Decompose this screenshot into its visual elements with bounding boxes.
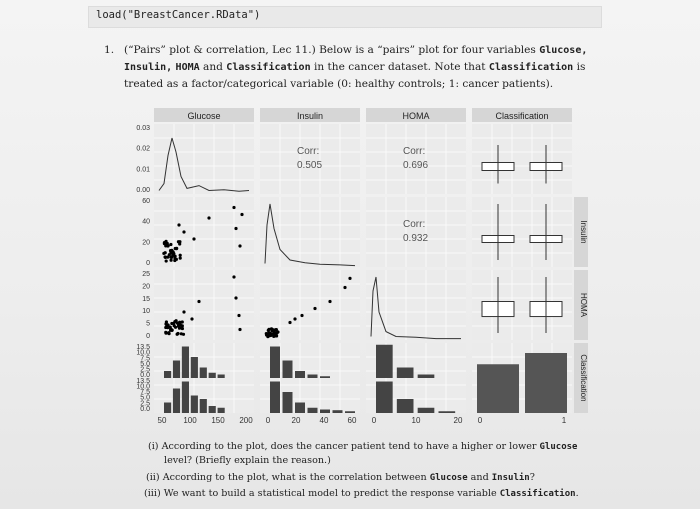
hist-glucose-bar xyxy=(182,347,189,379)
scatter-insulin-homa xyxy=(293,317,296,320)
panel-insulin-homa xyxy=(366,197,466,267)
subquestion-label: (i) xyxy=(148,441,159,452)
scatter-glucose-insulin xyxy=(177,223,180,226)
scatter-insulin-homa xyxy=(328,300,331,303)
ytick-insulin: 20 xyxy=(142,239,150,247)
strip-side-classification: Classification xyxy=(579,354,588,402)
xtick-homa: 0 xyxy=(371,416,377,425)
ytick-homa: 10 xyxy=(142,308,150,316)
scatter-glucose-homa xyxy=(232,275,235,278)
scatter-glucose-insulin xyxy=(166,244,169,247)
hist-glucose-bar xyxy=(164,371,171,378)
ytick-insulin: 40 xyxy=(142,218,150,226)
scatter-glucose-insulin xyxy=(179,254,182,257)
scatter-glucose-insulin xyxy=(234,227,237,230)
strip-header-insulin: Insulin xyxy=(296,111,324,121)
xtick-glucose: 150 xyxy=(211,416,225,425)
xtick-insulin: 40 xyxy=(319,416,329,425)
ytick-glucose: 0.00 xyxy=(136,187,150,194)
xtick-insulin: 60 xyxy=(347,416,357,425)
ytick-classification: 2.5 xyxy=(140,366,150,374)
scatter-glucose-insulin xyxy=(175,258,178,261)
scatter-glucose-insulin xyxy=(182,230,185,233)
corr-value: 0.932 xyxy=(403,233,429,244)
subquestion-i xyxy=(148,440,598,467)
ytick-homa: 20 xyxy=(142,283,150,291)
panel-insulin-classification xyxy=(472,197,572,267)
variable-classification: Classification xyxy=(226,62,311,73)
panel-bg xyxy=(366,197,466,267)
hist-insulin-bar xyxy=(283,361,293,379)
hist-insulin-bar xyxy=(320,376,330,378)
ytick-classification: 5.0 xyxy=(140,394,150,402)
hist-insulin-bar xyxy=(308,408,318,413)
panel-bg xyxy=(260,124,360,194)
xtick-homa: 10 xyxy=(411,416,421,425)
question-line-2 xyxy=(124,59,614,76)
ytick-classification: 7.5 xyxy=(140,355,150,363)
scatter-glucose-homa xyxy=(176,333,179,336)
xtick-classification: 0 xyxy=(477,416,483,425)
hist-glucose-bar xyxy=(191,357,198,378)
subquestion-label: (ii) xyxy=(146,472,160,483)
subquestion-label: (iii) xyxy=(144,488,161,499)
question-line-1 xyxy=(124,42,614,59)
scatter-glucose-insulin xyxy=(170,259,173,262)
panel-bg xyxy=(154,124,254,194)
ytick-classification: 2.5 xyxy=(140,400,150,408)
hist-insulin-bar xyxy=(308,375,318,379)
hist-insulin-bar xyxy=(295,403,305,414)
scatter-glucose-insulin xyxy=(170,251,173,254)
hist-insulin-bar xyxy=(283,392,293,413)
corr-value: 0.505 xyxy=(297,160,323,171)
ytick-glucose: 0.03 xyxy=(136,125,150,132)
scatter-glucose-homa xyxy=(165,323,168,326)
ytick-homa: 15 xyxy=(142,295,150,303)
hist-glucose-bar xyxy=(200,368,207,379)
question-text-segment: (“Pairs” plot & correlation, Lec 11.) Below is a “pairs” plot for four variables xyxy=(124,44,540,56)
ytick-homa: 25 xyxy=(142,271,150,278)
hist-insulin-bar xyxy=(270,382,280,414)
hist-homa-bar xyxy=(397,368,414,379)
strip-header-classification: Classification xyxy=(495,111,549,121)
variable-glucose: Glucose, xyxy=(539,45,588,56)
question-text-segment: and xyxy=(199,61,227,73)
scatter-glucose-homa xyxy=(238,328,241,331)
corr-label: Corr: xyxy=(403,146,426,157)
scatter-glucose-insulin xyxy=(232,206,235,209)
scatter-glucose-insulin xyxy=(179,257,182,260)
panel-bg xyxy=(366,124,466,194)
scatter-glucose-insulin xyxy=(178,242,181,245)
hist-glucose-bar xyxy=(173,361,180,379)
scatter-insulin-homa xyxy=(275,334,278,337)
hist-glucose-bar xyxy=(218,375,225,379)
question-number: 1. xyxy=(104,44,115,56)
scatter-glucose-insulin xyxy=(163,241,166,244)
subquestion-iii xyxy=(144,487,604,501)
scatter-glucose-homa xyxy=(234,296,237,299)
scatter-glucose-insulin xyxy=(207,216,210,219)
subquestion-text: and xyxy=(467,472,492,483)
scatter-glucose-homa xyxy=(180,326,183,329)
scatter-insulin-homa xyxy=(267,331,270,334)
subquestion-text: . xyxy=(575,488,579,499)
corr-label: Corr: xyxy=(297,146,320,157)
scatter-glucose-homa xyxy=(190,317,193,320)
subquestion-text: ? xyxy=(529,472,535,483)
scatter-glucose-homa xyxy=(181,320,184,323)
variable-classification: Classification xyxy=(488,62,574,73)
hist-homa-bar xyxy=(439,411,456,413)
panel-homa-homa xyxy=(366,270,466,340)
hist-insulin-bar xyxy=(345,411,355,413)
ytick-classification: 0.0 xyxy=(140,406,150,413)
scatter-insulin-homa xyxy=(272,335,275,338)
scatter-glucose-insulin xyxy=(162,252,165,255)
panel-bg xyxy=(472,124,572,194)
panel-bg xyxy=(366,270,466,340)
hist-insulin-bar xyxy=(333,410,343,413)
xtick-insulin: 20 xyxy=(291,416,301,425)
hist-insulin-bar xyxy=(295,371,305,378)
scatter-glucose-insulin xyxy=(175,247,178,250)
hist-glucose-bar xyxy=(173,389,180,414)
ytick-glucose: 0.01 xyxy=(136,166,150,174)
scatter-insulin-homa xyxy=(270,332,273,335)
hist-glucose-bar xyxy=(164,403,171,414)
hist-homa-bar xyxy=(418,408,435,413)
scatter-glucose-homa xyxy=(177,323,180,326)
variable-insulin: Insulin xyxy=(491,473,530,483)
scatter-glucose-insulin xyxy=(192,237,195,240)
scatter-glucose-homa xyxy=(237,314,240,317)
ytick-classification: 13.5 xyxy=(136,377,150,385)
panel-glucose-glucose xyxy=(154,124,254,194)
scatter-insulin-homa xyxy=(288,321,291,324)
hist-insulin-bar xyxy=(270,347,280,379)
xtick-classification: 1 xyxy=(561,416,567,425)
hist-glucose-bar xyxy=(200,399,207,413)
scatter-glucose-insulin xyxy=(170,256,173,259)
scatter-glucose-insulin xyxy=(240,213,243,216)
ytick-classification: 13.5 xyxy=(136,344,150,351)
variable-glucose: Glucose xyxy=(539,442,578,452)
scatter-glucose-homa xyxy=(174,326,177,329)
class-bar-1 xyxy=(525,353,567,413)
scatter-glucose-insulin xyxy=(165,259,168,262)
strip-header-glucose: Glucose xyxy=(187,111,221,121)
class-bar-0 xyxy=(477,364,519,413)
pairs-plot xyxy=(118,108,588,434)
hist-glucose-bar xyxy=(191,396,198,414)
subquestion-text: We want to build a statistical model to predict the response variable xyxy=(163,488,500,499)
variable-classification: Classification xyxy=(499,489,576,499)
scatter-glucose-insulin xyxy=(238,244,241,247)
scatter-glucose-homa xyxy=(167,331,170,334)
hist-insulin-bar xyxy=(320,410,330,414)
xtick-glucose: 200 xyxy=(239,416,253,425)
scatter-glucose-insulin xyxy=(169,243,172,246)
ytick-homa: 0 xyxy=(146,333,150,340)
scatter-glucose-homa xyxy=(172,322,175,325)
question-text xyxy=(124,42,614,93)
scatter-insulin-homa xyxy=(275,331,278,334)
panel-glucose-homa xyxy=(366,124,466,194)
scatter-glucose-homa xyxy=(180,332,183,335)
hist-homa-bar xyxy=(376,345,393,378)
scatter-insulin-homa xyxy=(267,328,270,331)
variable-insulin: Insulin, xyxy=(124,62,173,73)
subquestion-text: According to the plot, what is the correlation between xyxy=(162,472,430,483)
subquestion-ii xyxy=(146,471,596,485)
ytick-classification: 10.0 xyxy=(136,349,150,357)
scatter-insulin-homa xyxy=(266,335,269,338)
scatter-glucose-homa xyxy=(182,310,185,313)
question-line-3: treated as a factor/categorical variable (0: healthy controls; 1: cancer patients). xyxy=(124,78,554,90)
ytick-classification: 5.0 xyxy=(140,360,150,368)
question-text-segment: in the cancer dataset. Note that xyxy=(310,61,489,73)
scatter-insulin-homa xyxy=(343,286,346,289)
panel-glucose-classification xyxy=(472,124,572,194)
xtick-homa: 20 xyxy=(453,416,463,425)
scatter-glucose-homa xyxy=(166,326,169,329)
subquestion-text: According to the plot, does the cancer patient tend to have a higher or lower xyxy=(161,441,540,452)
strip-header-homa: HOMA xyxy=(402,111,430,121)
hist-glucose-bar xyxy=(218,408,225,413)
hist-glucose-bar xyxy=(182,382,189,414)
scatter-insulin-homa xyxy=(348,277,351,280)
strip-side-homa: HOMA xyxy=(579,293,588,317)
hist-homa-bar xyxy=(397,399,414,413)
subquestion-text-cont: level? (Briefly explain the reason.) xyxy=(164,455,331,466)
panel-bg xyxy=(472,197,572,267)
variable-glucose: Glucose xyxy=(429,473,468,483)
hist-homa-bar xyxy=(418,375,435,379)
scatter-glucose-homa xyxy=(197,300,200,303)
ytick-homa: 5 xyxy=(146,320,150,328)
variable-homa: HOMA xyxy=(175,62,200,73)
ytick-insulin: 60 xyxy=(142,198,150,205)
ytick-classification: 7.5 xyxy=(140,389,150,397)
ytick-classification: 10.0 xyxy=(136,383,150,391)
question-text-segment: is xyxy=(573,61,586,73)
scatter-insulin-homa xyxy=(271,329,274,332)
strip-side-insulin: Insulin xyxy=(579,220,588,244)
scatter-glucose-insulin xyxy=(172,252,175,255)
code-line: load("BreastCancer.RData") xyxy=(96,9,261,21)
xtick-insulin: 0 xyxy=(265,416,271,425)
hist-homa-bar xyxy=(376,382,393,414)
hist-glucose-bar xyxy=(209,406,216,413)
ytick-insulin: 0 xyxy=(146,260,150,267)
xtick-glucose: 100 xyxy=(183,416,197,425)
scatter-glucose-insulin xyxy=(166,256,169,259)
corr-label: Corr: xyxy=(403,219,426,230)
scatter-insulin-homa xyxy=(313,307,316,310)
scatter-insulin-homa xyxy=(300,314,303,317)
corr-value: 0.696 xyxy=(403,160,429,171)
hist-glucose-bar xyxy=(209,373,216,378)
ytick-classification: 0.0 xyxy=(140,372,150,380)
xtick-glucose: 50 xyxy=(157,416,167,425)
panel-glucose-insulin xyxy=(260,124,360,194)
ytick-glucose: 0.02 xyxy=(136,145,150,153)
scatter-insulin-homa xyxy=(274,328,277,331)
